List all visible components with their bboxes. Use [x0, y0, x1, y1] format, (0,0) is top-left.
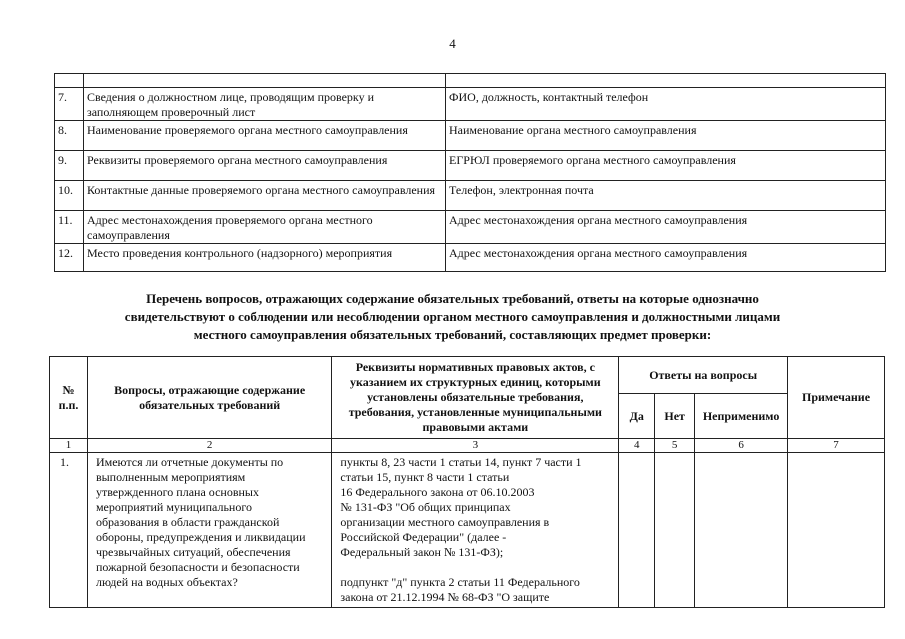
heading-line: местного самоуправления обязательных требований, составляющих предмет проверки: [193, 327, 712, 342]
row-label: Место проведения контрольного (надзорного) мероприятия [84, 244, 446, 272]
checklist-heading [50, 290, 855, 344]
column-number: 5 [655, 439, 695, 453]
column-number: 7 [788, 439, 885, 453]
table-row [50, 453, 885, 608]
header-na: Неприменимо [695, 394, 788, 439]
row-label: Наименование проверяемого органа местного самоуправления [84, 121, 446, 151]
column-number: 6 [695, 439, 788, 453]
row-label: Реквизиты проверяемого органа местного самоуправления [84, 151, 446, 181]
row-number: 8. [55, 121, 84, 151]
header-requisites: Реквизиты нормативных правовых актов, с указанием их структурных единиц, которыми установлены обязательные требования, требования, установленные муниципальными правовыми актами [332, 357, 619, 439]
column-number: 4 [619, 439, 655, 453]
table-row [55, 74, 886, 88]
row-label: Адрес местонахождения проверяемого органа местного самоуправления [84, 211, 446, 244]
row-value: Адрес местонахождения органа местного самоуправления [446, 211, 886, 244]
requisites-text: 16 Федерального закона от 06.10.2003 [340, 485, 535, 499]
row-number: 9. [55, 151, 84, 181]
column-number: 3 [332, 439, 619, 453]
table-row [55, 181, 886, 211]
header-num: № п.п. [50, 357, 88, 439]
row-number: 11. [55, 211, 84, 244]
requisites-cell [332, 453, 619, 608]
column-numbers-row [50, 439, 885, 453]
table-row [55, 244, 886, 272]
row-value: Наименование органа местного самоуправления [446, 121, 886, 151]
header-no: Нет [655, 394, 695, 439]
requisites-text: пункты 8, 23 части 1 статьи 14, пункт 7 части 1 [340, 455, 582, 469]
column-number: 2 [87, 439, 331, 453]
note-cell[interactable] [788, 453, 885, 608]
requisites-text: подпункт "д" пункта 2 статьи 11 Федерального закона от 21.12.1994 № 68-ФЗ "О защите [340, 575, 580, 604]
header-question: Вопросы, отражающие содержание обязательных требований [87, 357, 331, 439]
page-number: 4 [449, 36, 456, 51]
question-cell: Имеются ли отчетные документы по выполненным мероприятиям утвержденного плана основных мероприятий муниципального образования в области гражданской обороны, предупреждения и ликвидации чрезвычайных ситуаций, обеспечения пожарной безопасности и безопасности людей на водных объектах? [87, 453, 331, 608]
table-row [55, 151, 886, 181]
table-cell [446, 74, 886, 88]
row-number: 1. [50, 453, 88, 608]
row-value: ФИО, должность, контактный телефон [446, 88, 886, 121]
table-cell [84, 74, 446, 88]
answer-no-cell[interactable] [655, 453, 695, 608]
table-row [55, 211, 886, 244]
row-label: Сведения о должностном лице, проводящим проверку и заполняющем проверочный лист [84, 88, 446, 121]
row-label: Контактные данные проверяемого органа местного самоуправления [84, 181, 446, 211]
requisites-text: статьи 15, пункт 8 части 1 статьи [340, 470, 510, 484]
row-value: Адрес местонахождения органа местного самоуправления [446, 244, 886, 272]
header-yes: Да [619, 394, 655, 439]
answer-yes-cell[interactable] [619, 453, 655, 608]
row-value: ЕГРЮЛ проверяемого органа местного самоуправления [446, 151, 886, 181]
answer-na-cell[interactable] [695, 453, 788, 608]
organization-info-table [54, 73, 886, 272]
row-number: 10. [55, 181, 84, 211]
requisites-text: № 131-ФЗ "Об общих принципах организации местного самоуправления в Российской Федерации" (далее - Федеральный закон № 131-ФЗ); [340, 500, 550, 559]
column-number: 1 [50, 439, 88, 453]
header-answers: Ответы на вопросы [619, 357, 788, 394]
heading-line: Перечень вопросов, отражающих содержание обязательных требований, ответы на которые однозначно [146, 291, 759, 306]
header-row [50, 357, 885, 394]
table-row [55, 121, 886, 151]
table-cell [55, 74, 84, 88]
header-note: Примечание [788, 357, 885, 439]
row-number: 12. [55, 244, 84, 272]
table-row [55, 88, 886, 121]
checklist-table [49, 356, 885, 608]
row-value: Телефон, электронная почта [446, 181, 886, 211]
heading-line: свидетельствуют о соблюдении или несоблюдении органом местного самоуправления и должностными лицами [124, 309, 781, 324]
row-number: 7. [55, 88, 84, 121]
